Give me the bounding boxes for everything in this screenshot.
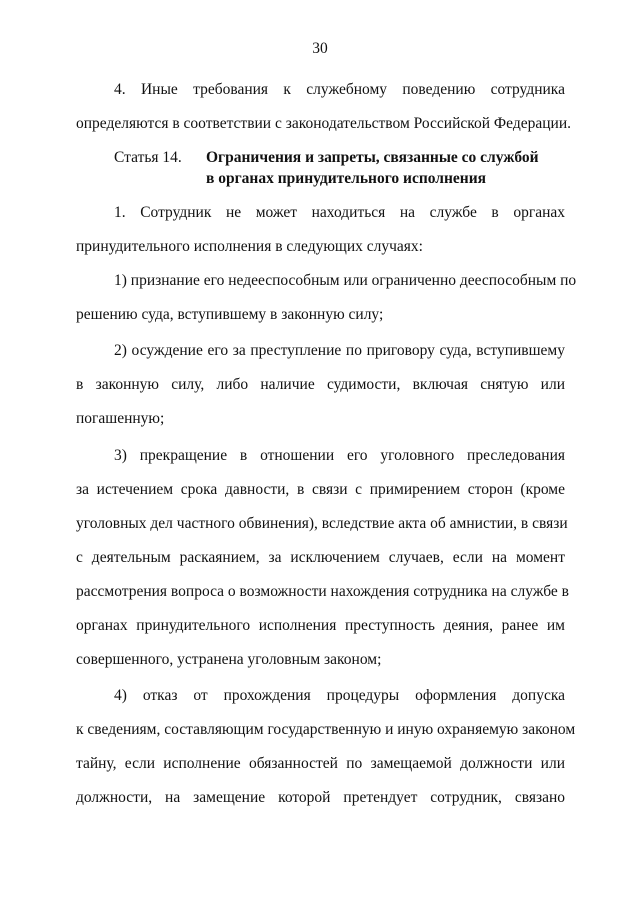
paragraph-line: должности, на замещение которой претендует сотрудник, связано <box>76 789 565 806</box>
paragraph-line: 1) признание его недееспособным или ограниченно дееспособным по <box>114 272 577 289</box>
paragraph-line: тайну, если исполнение обязанностей по замещаемой должности или <box>76 755 565 772</box>
page-number: 30 <box>312 40 328 57</box>
paragraph-line: 3) прекращение в отношении его уголовного преследования <box>114 447 565 464</box>
paragraph-line: 4. Иные требования к служебному поведению сотрудника <box>114 81 565 98</box>
article-label: Статья 14. <box>114 149 182 166</box>
paragraph-line: органах принудительного исполнения преступность деяния, ранее им <box>76 617 565 634</box>
paragraph-line: 1. Сотрудник не может находиться на службе в органах <box>114 204 565 221</box>
paragraph-line: к сведениям, составляющим государственную и иную охраняемую законом <box>76 721 576 738</box>
paragraph-line: с деятельным раскаянием, за исключением случаев, если на момент <box>76 549 565 566</box>
paragraph-line: за истечением срока давности, в связи с примирением сторон (кроме <box>76 481 565 498</box>
paragraph-line: погашенную; <box>76 410 165 427</box>
paragraph-line: принудительного исполнения в следующих случаях: <box>76 238 423 255</box>
paragraph-line: совершенного, устранена уголовным законом; <box>76 651 382 668</box>
article-title: в органах принудительного исполнения <box>206 170 487 187</box>
paragraph-line: 2) осуждение его за преступление по приговору суда, вступившему <box>114 342 565 359</box>
paragraph-line: рассмотрения вопроса о возможности нахождения сотрудника на службе в <box>76 583 569 600</box>
paragraph-line: решению суда, вступившему в законную силу; <box>76 306 384 323</box>
paragraph-line: 4) отказ от прохождения процедуры оформления допуска <box>114 687 565 704</box>
paragraph-line: определяются в соответствии с законодательством Российской Федерации. <box>76 115 571 132</box>
paragraph-line: в законную силу, либо наличие судимости, включая снятую или <box>76 376 565 393</box>
article-title: Ограничения и запреты, связанные со службой <box>206 149 539 166</box>
paragraph-line: уголовных дел частного обвинения), вследствие акта об амнистии, в связи <box>76 515 568 532</box>
